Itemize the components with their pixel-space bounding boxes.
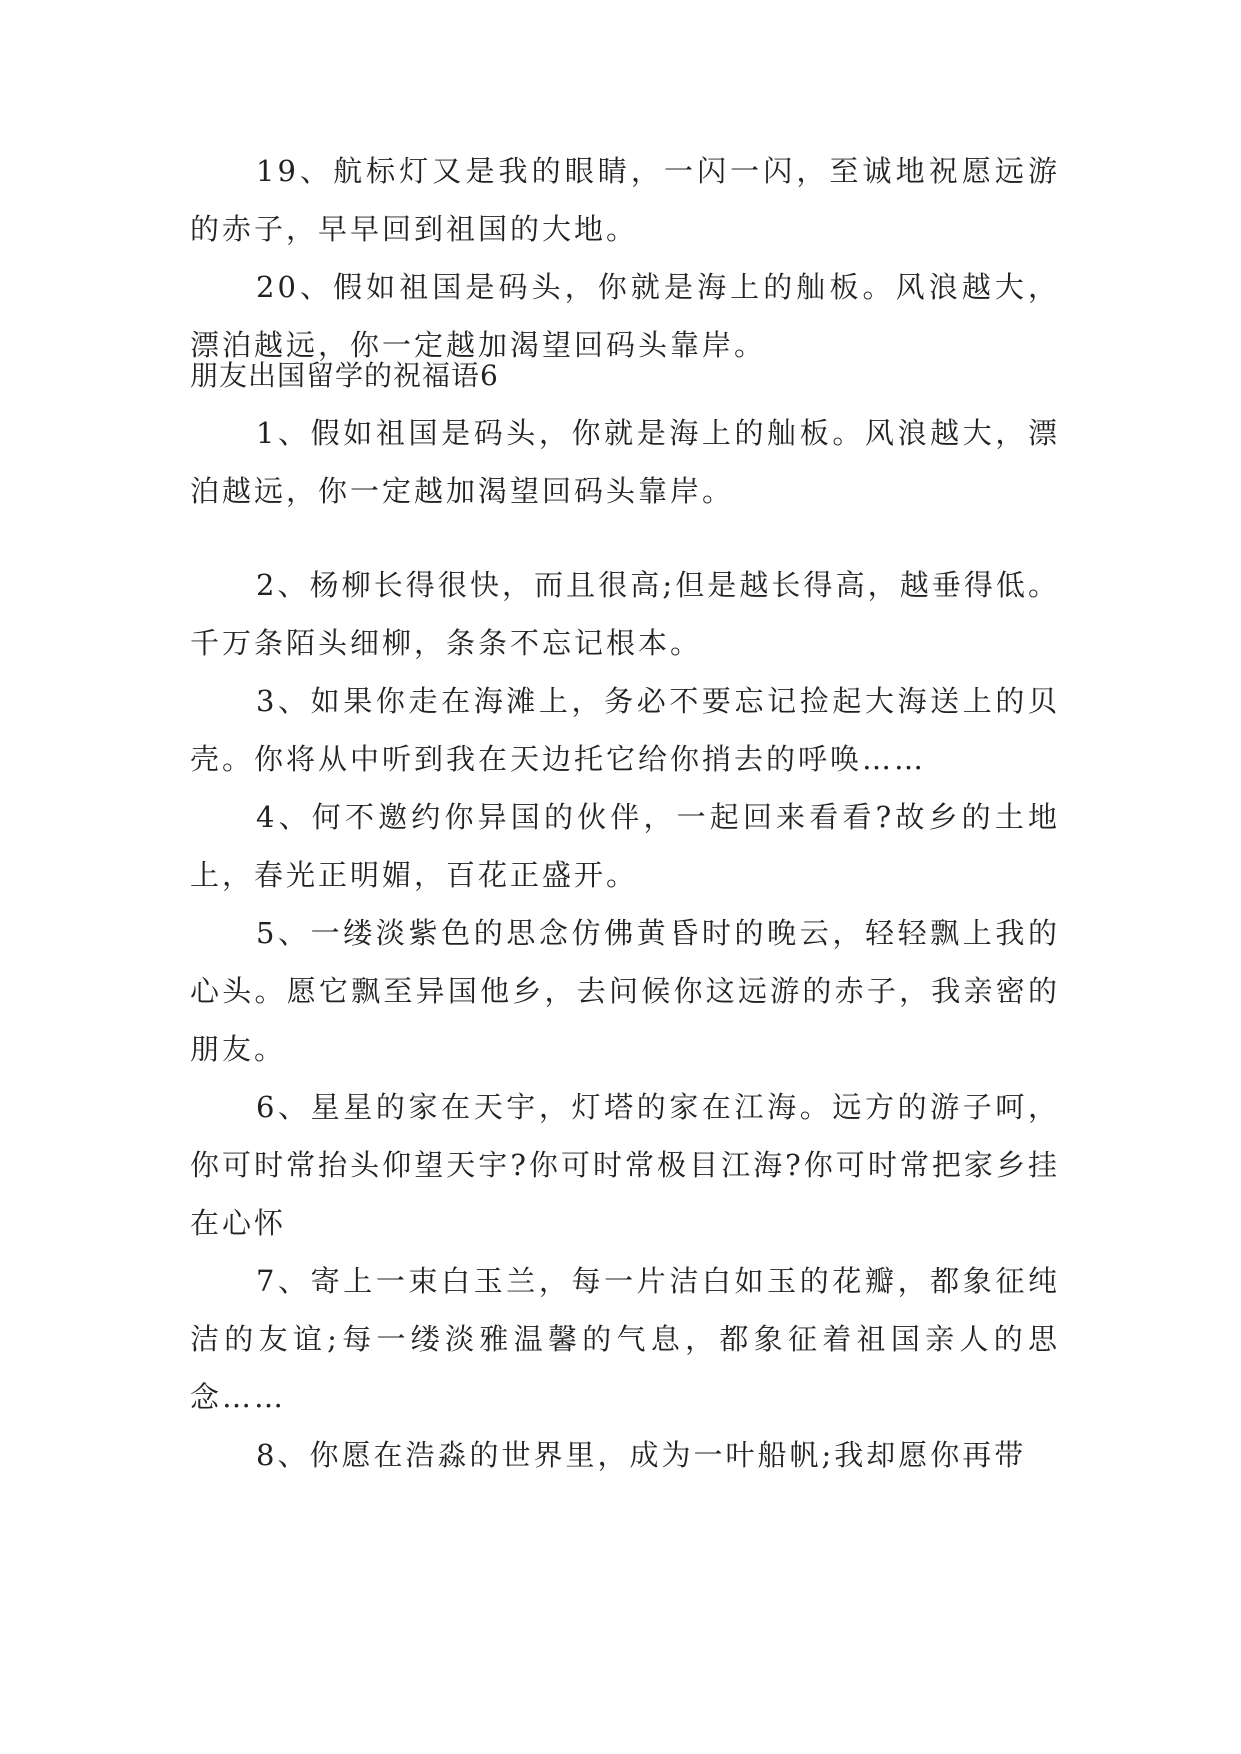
paragraph-8: 8、你愿在浩淼的世界里，成为一叶船帆;我却愿你再带 [256,1438,1027,1472]
paragraph-7: 7、寄上一束白玉兰，每一片洁白如玉的花瓣，都象征纯洁的友谊;每一缕淡雅温馨的气息，都象征着祖国亲人的思念…… [190,1264,1060,1414]
section-heading: 朋友出国留学的祝福语6 [190,359,499,392]
paragraph-2: 2、杨柳长得很快，而且很高;但是越长得高，越垂得低。千万条陌头细柳，条条不忘记根本。 [190,568,1060,660]
paragraph-1-block [190,404,1060,520]
paragraph-6: 6、星星的家在天宇，灯塔的家在江海。远方的游子呵，你可时常抬头仰望天宇?你可时常极目江海?你可时常把家乡挂在心怀 [190,1090,1060,1240]
paragraph-19: 19、航标灯又是我的眼睛，一闪一闪，至诚地祝愿远游的赤子，早早回到祖国的大地。 [190,154,1060,246]
paragraph-5: 5、一缕淡紫色的思念仿佛黄昏时的晚云，轻轻飘上我的心头。愿它飘至异国他乡，去问候你这远游的赤子，我亲密的朋友。 [190,916,1060,1066]
paragraph-3: 3、如果你走在海滩上，务必不要忘记捡起大海送上的贝壳。你将从中听到我在天边托它给你捎去的呼唤…… [190,684,1060,776]
section-heading-block [190,352,1060,400]
paragraph-1: 1、假如祖国是码头，你就是海上的舢板。风浪越大，漂泊越远，你一定越加渴望回码头靠岸。 [190,416,1060,508]
paragraphs-top [190,142,1060,374]
paragraphs-section [190,556,1060,1484]
paragraph-4: 4、何不邀约你异国的伙伴，一起回来看看?故乡的土地上，春光正明媚，百花正盛开。 [190,800,1060,892]
paragraph-20: 20、假如祖国是码头，你就是海上的舢板。风浪越大，漂泊越远，你一定越加渴望回码头靠岸。 [190,270,1060,362]
